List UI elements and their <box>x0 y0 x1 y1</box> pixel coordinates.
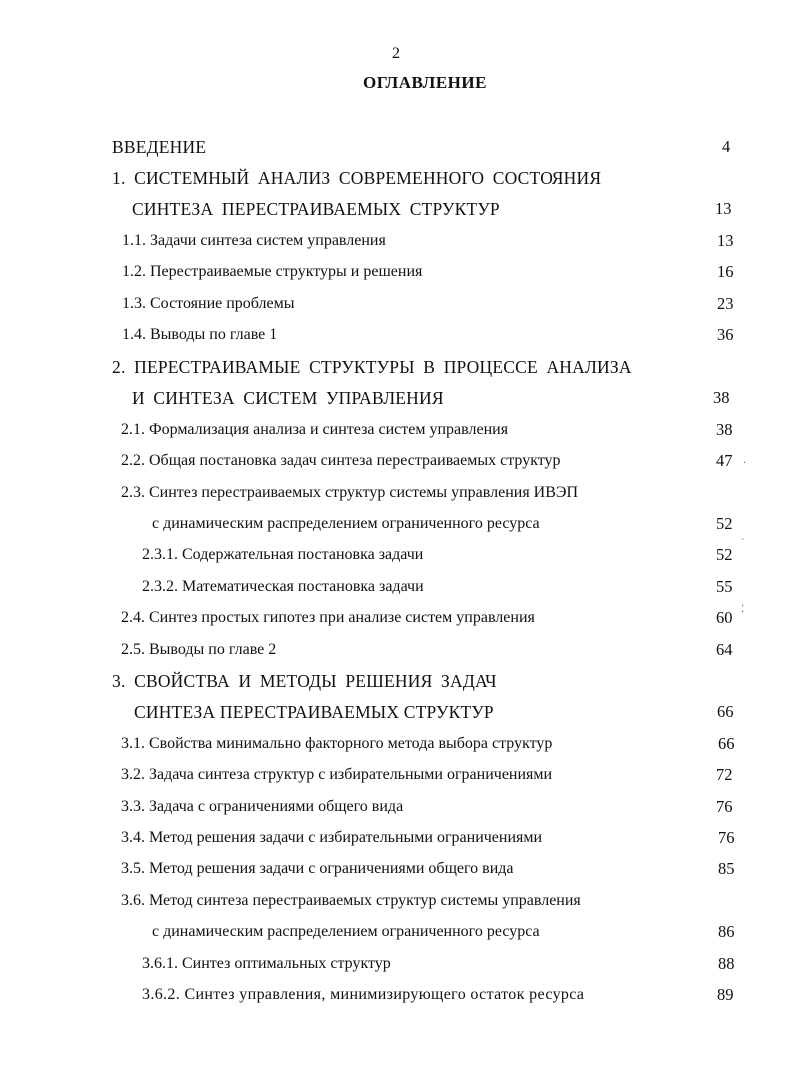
scan-speck: ˋ <box>741 538 745 549</box>
toc-entry-text: 3.6. Метод синтеза перестраиваемых структур системы управления <box>121 892 581 909</box>
toc-page-number: 36 <box>717 325 734 344</box>
toc-page-number: 52 <box>716 545 733 564</box>
toc-page-number: 16 <box>717 262 734 281</box>
toc-row <box>0 166 792 190</box>
toc-entry-text: 1. СИСТЕМНЫЙ АНАЛИЗ СОВРЕМЕННОГО СОСТОЯНИЯ <box>112 168 602 188</box>
toc-entry-text: 3.3. Задача с ограничениями общего вида <box>121 798 404 815</box>
toc-entry-text: 3.6.2. Синтез управления, минимизирующего остаток ресурса <box>142 986 585 1003</box>
toc-page-number: 66 <box>717 702 734 721</box>
toc-entry-text: 1.2. Перестраиваемые структуры и решения <box>122 263 423 280</box>
toc-page-number: 60 <box>716 608 733 627</box>
toc-row <box>0 355 792 379</box>
toc-entry-text: ВВЕДЕНИЕ <box>112 137 207 157</box>
page-number: 2 <box>392 45 400 62</box>
toc-entry-text: 2.3. Синтез перестраиваемых структур системы управления ИВЭП <box>121 484 579 501</box>
toc-row <box>0 983 792 1007</box>
toc-page-number: 47 <box>716 451 733 470</box>
page-title: ОГЛАВЛЕНИЕ <box>363 73 487 92</box>
toc-entry-text: 2.1. Формализация анализа и синтеза систем управления <box>121 421 509 438</box>
toc-page-number: 89 <box>717 985 734 1004</box>
toc-entry-text: 3.2. Задача синтеза структур с избирательными ограничениями <box>121 766 553 783</box>
toc-page-number: 38 <box>716 420 733 439</box>
toc-row <box>0 732 792 756</box>
toc-row <box>0 135 792 159</box>
toc-page-number: 72 <box>716 765 733 784</box>
toc-row <box>0 260 792 284</box>
toc-row <box>0 229 792 253</box>
toc-row <box>0 418 792 442</box>
toc-entry-text: 3.1. Свойства минимально факторного метода выбора структур <box>121 735 553 752</box>
toc-row <box>0 323 792 347</box>
toc-entry-text: с динамическим распределением ограниченного ресурса <box>152 515 540 532</box>
toc-page-number: 13 <box>717 231 734 250</box>
toc-entry-text: 3. СВОЙСТВА И МЕТОДЫ РЕШЕНИЯ ЗАДАЧ <box>112 671 497 691</box>
toc-row <box>0 512 792 536</box>
toc-entry-text: 2. ПЕРЕСТРАИВАМЫЕ СТРУКТУРЫ В ПРОЦЕССЕ АНАЛИЗА <box>112 357 632 377</box>
toc-row <box>0 386 792 410</box>
toc-entry-text: 1.4. Выводы по главе 1 <box>122 326 278 343</box>
toc-entry-text: 2.4. Синтез простых гипотез при анализе систем управления <box>121 609 535 626</box>
toc-row <box>0 763 792 787</box>
toc-row <box>0 700 792 724</box>
toc-row <box>0 575 792 599</box>
toc-page-number: 66 <box>718 734 735 753</box>
toc-row <box>0 292 792 316</box>
toc-page-number: 38 <box>713 388 730 407</box>
toc-row <box>0 638 792 662</box>
toc-entry-text: 1.1. Задачи синтеза систем управления <box>122 232 386 249</box>
toc-entry-text: СИНТЕЗА ПЕРЕСТРАИВАЕМЫХ СТРУКТУР <box>134 702 494 722</box>
scan-speck: · <box>743 458 747 469</box>
toc-row <box>0 669 792 693</box>
toc-entry-text: 2.3.2. Математическая постановка задачи <box>142 578 424 595</box>
toc-page-number: 88 <box>718 954 735 973</box>
toc-page-number: 86 <box>718 922 735 941</box>
toc-page-number: 76 <box>716 797 733 816</box>
toc-page-number: 64 <box>716 640 733 659</box>
toc-entry-text: 1.3. Состояние проблемы <box>122 295 295 312</box>
toc-page-number: 4 <box>722 137 731 156</box>
toc-page-number: 85 <box>718 859 735 878</box>
toc-entry-text: с динамическим распределением ограниченного ресурса <box>152 923 540 940</box>
toc-page-number: 52 <box>716 514 733 533</box>
toc-row <box>0 826 792 850</box>
toc-row <box>0 543 792 567</box>
toc-entry-text: И СИНТЕЗА СИСТЕМ УПРАВЛЕНИЯ <box>132 388 444 408</box>
toc-row <box>0 197 792 221</box>
toc-row <box>0 857 792 881</box>
toc-entry-text: 2.5. Выводы по главе 2 <box>121 641 277 658</box>
toc-row <box>0 920 792 944</box>
toc-page-number: 76 <box>718 828 735 847</box>
toc-page-number: 55 <box>716 577 733 596</box>
toc-entry-text: 2.2. Общая постановка задач синтеза перестраиваемых структур <box>121 452 561 469</box>
toc-entry-text: 3.4. Метод решения задачи с избирательными ограничениями <box>121 829 543 846</box>
toc-row <box>0 795 792 819</box>
toc-row <box>0 449 792 473</box>
toc-row <box>0 606 792 630</box>
toc-entry-text: 3.6.1. Синтез оптимальных структур <box>142 955 391 972</box>
toc-entry-text: 2.3.1. Содержательная постановка задачи <box>142 546 424 563</box>
toc-entry-text: 3.5. Метод решения задачи с ограничениями общего вида <box>121 860 514 877</box>
toc-row <box>0 889 792 913</box>
toc-row <box>0 952 792 976</box>
toc-page-number: 23 <box>717 294 734 313</box>
toc-entry-text: СИНТЕЗА ПЕРЕСТРАИВАЕМЫХ СТРУКТУР <box>132 199 500 219</box>
scan-speck: ⁚ <box>741 604 745 615</box>
toc-row <box>0 481 792 505</box>
toc-page-number: 13 <box>715 199 732 218</box>
